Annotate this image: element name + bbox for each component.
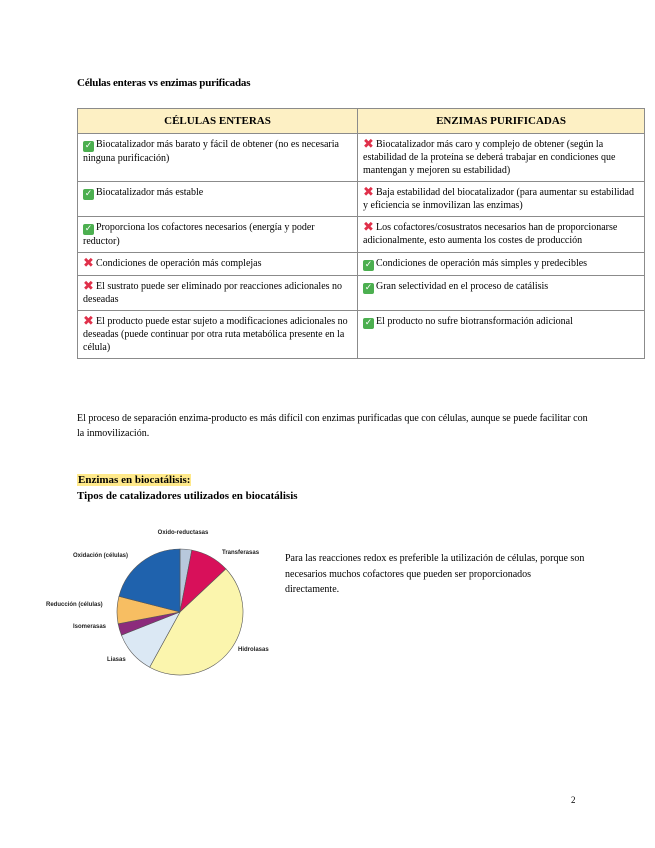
pie-label-transferases: Transferasas bbox=[222, 550, 260, 556]
cell-text: El sustrato puede ser eliminado por reacciones adicionales no deseadas bbox=[83, 281, 343, 305]
cell-text: El producto no sufre biotransformación adicional bbox=[376, 316, 573, 327]
redox-paragraph: Para las reacciones redox es preferible la utilización de células, porque son necesarios muchos cofactores que pueden ser proporcionados directamente. bbox=[285, 553, 585, 595]
cell-text: Los cofactores/cosustratos necesarios han de proporcionarse adicionalmente, esto aumenta los costes de producción bbox=[363, 222, 618, 246]
section-title-cells-vs-enzymes: Células enteras vs enzimas purificadas bbox=[77, 77, 251, 89]
cross-mark-icon: ✖ bbox=[83, 256, 94, 271]
header-purified-enzymes: ENZIMAS PURIFICADAS bbox=[358, 109, 645, 134]
pie-label-reduction-cells: Reducción (células) bbox=[46, 602, 103, 608]
page-number: 2 bbox=[571, 795, 576, 805]
pie-label-isomerases: Isomerasas bbox=[73, 624, 107, 630]
check-mark-icon: ✓ bbox=[364, 260, 373, 270]
cell-text: Condiciones de operación más simples y predecibles bbox=[376, 258, 588, 269]
check-mark-icon: ✓ bbox=[84, 141, 93, 151]
highlighted-heading: Enzimas en biocatálisis: bbox=[78, 474, 191, 486]
separation-paragraph: El proceso de separación enzima-producto es más difícil con enzimas purificadas que con células, aunque se puede facilitar con la inmovilización. bbox=[77, 413, 588, 439]
pie-label-lyases: Liasas bbox=[107, 657, 126, 663]
cross-mark-icon: ✖ bbox=[83, 279, 94, 294]
cross-mark-icon: ✖ bbox=[83, 314, 94, 329]
pie-label-oxidoreductases-1: Oxido-reductasas bbox=[157, 530, 209, 536]
cell-text: Biocatalizador más barato y fácil de obtener (no es necesaria ninguna purificación) bbox=[83, 139, 339, 164]
cell-text: Biocatalizador más caro y complejo de obtener (según la estabilidad de la proteína se deberá trabajar en condiciones que mantengan y mejoren su estabilidad) bbox=[363, 139, 616, 176]
section-title-catalyst-types: Tipos de catalizadores utilizados en biocatálisis bbox=[77, 490, 298, 502]
pie-label-oxidation-cells: Oxidación (células) bbox=[73, 553, 129, 559]
cell-text: Biocatalizador más estable bbox=[96, 187, 204, 198]
check-mark-icon: ✓ bbox=[84, 224, 93, 234]
pie-label-hydrolases: Hidrolasas bbox=[238, 647, 269, 653]
cell-text: Proporciona los cofactores necesarios (energía y poder reductor) bbox=[83, 222, 315, 247]
cell-text: Baja estabilidad del biocatalizador (para aumentar su estabilidad y eficiencia se inmovilizan las enzimas) bbox=[363, 187, 634, 211]
cross-mark-icon: ✖ bbox=[363, 185, 374, 200]
cell-text: Gran selectividad en el proceso de catálisis bbox=[376, 281, 549, 292]
cell-text: El producto puede estar sujeto a modificaciones adicionales no deseadas (puede continuar por otra ruta metabólica presente en la célula) bbox=[83, 316, 348, 353]
cross-mark-icon: ✖ bbox=[363, 220, 374, 235]
check-mark-icon: ✓ bbox=[364, 283, 373, 293]
header-whole-cells: CÉLULAS ENTERAS bbox=[78, 109, 358, 134]
cross-mark-icon: ✖ bbox=[363, 137, 374, 152]
check-mark-icon: ✓ bbox=[84, 189, 93, 199]
check-mark-icon: ✓ bbox=[364, 318, 373, 328]
cell-text: Condiciones de operación más complejas bbox=[96, 258, 262, 269]
